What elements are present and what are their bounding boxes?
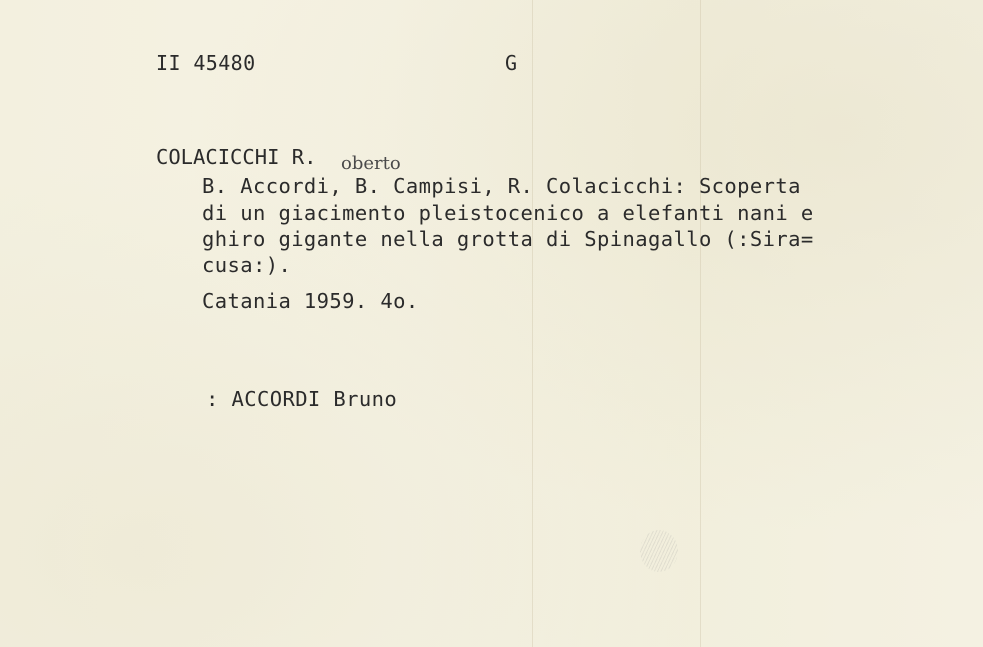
shelfmark: II 45480 xyxy=(156,51,256,75)
added-entry: : ACCORDI Bruno xyxy=(206,387,398,411)
author-heading-handwritten-addition: oberto xyxy=(341,153,401,174)
location-code: G xyxy=(505,51,518,75)
author-heading: COLACICCHI R. xyxy=(156,145,317,169)
title-line: ghiro gigante nella grotta di Spinagallo (:Sira= xyxy=(202,227,814,251)
paper-stain xyxy=(640,530,678,572)
imprint: Catania 1959. 4o. xyxy=(202,289,419,313)
title-line: cusa:). xyxy=(202,253,292,277)
title-line: di un giacimento pleistocenico a elefanti nani e xyxy=(202,201,814,225)
card-fold-line xyxy=(700,0,701,647)
title-line: B. Accordi, B. Campisi, R. Colacicchi: Scoperta xyxy=(202,174,801,198)
card-fold-line xyxy=(532,0,533,647)
